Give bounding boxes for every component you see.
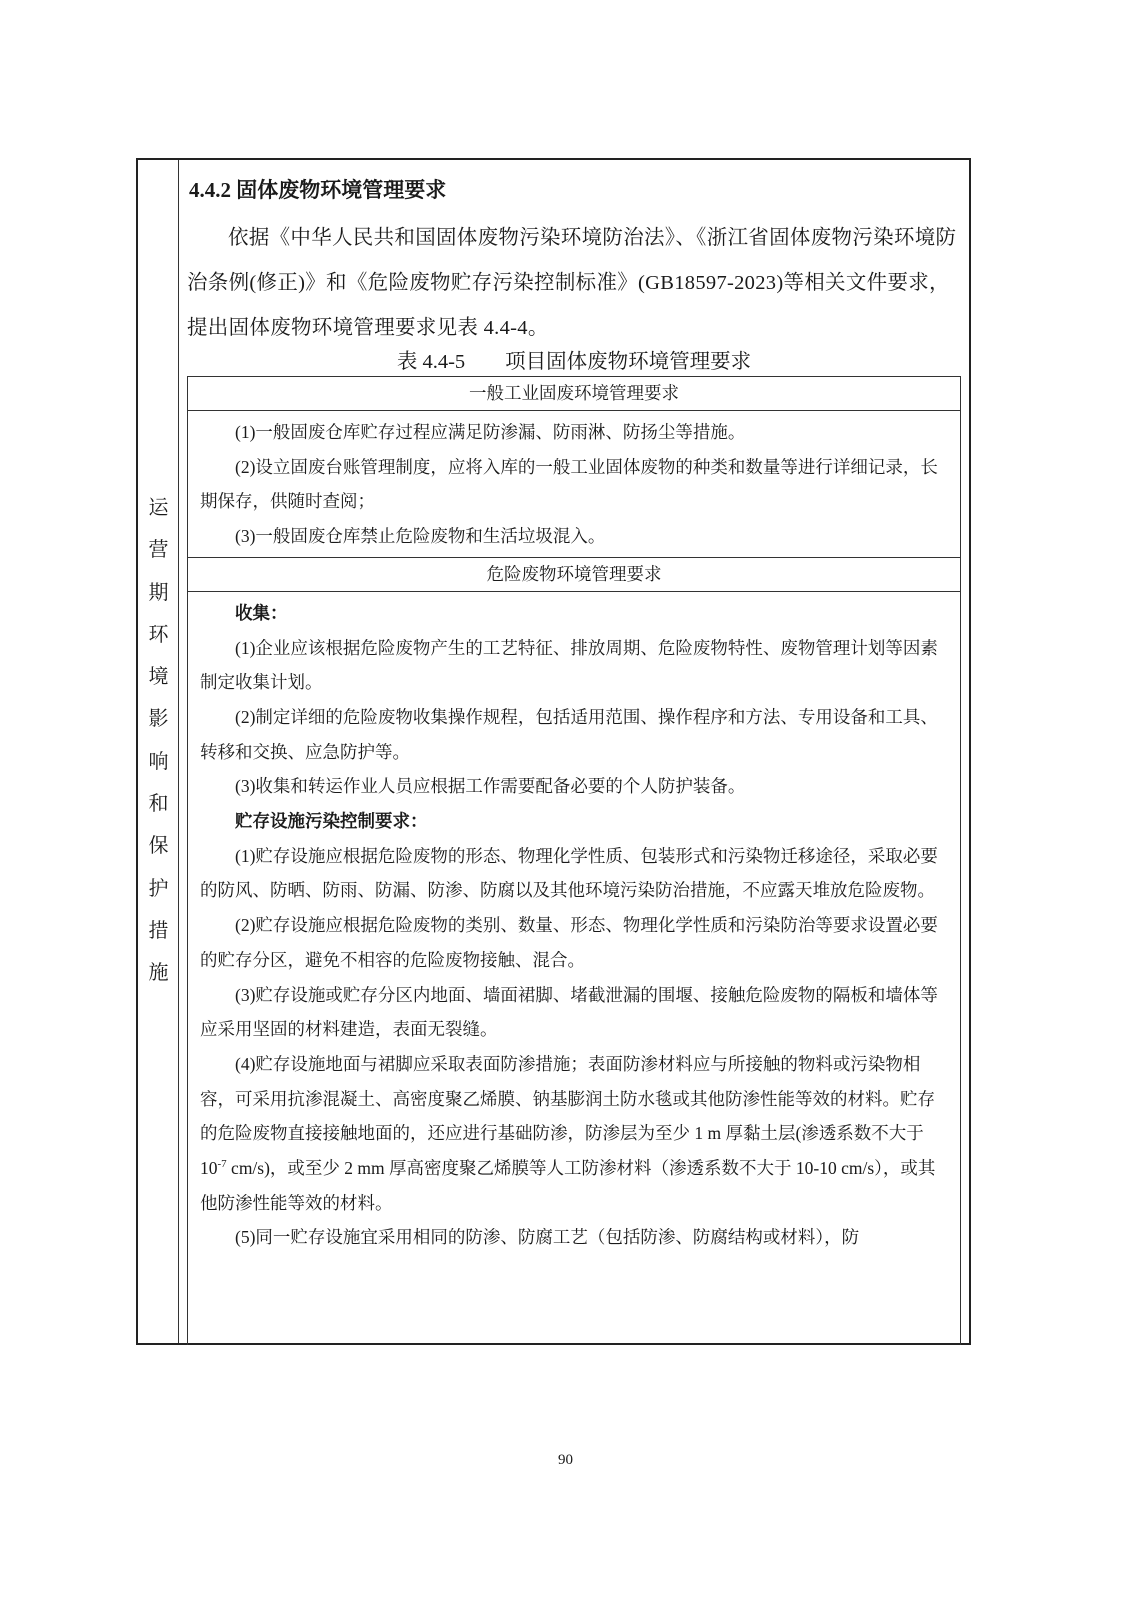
table-caption — [179, 344, 969, 374]
intro-paragraph: 依据《中华人民共和国固体废物污染环境防治法》、《浙江省固体废物污染环境防治条例(修正)》和《危险废物贮存污染控制标准》(GB18597-2023)等相关文件要求，提出固体废物环境管理要求见表 4.4-4。 — [187, 227, 957, 339]
side-label-char: 护 — [148, 877, 169, 900]
caption-title: 项目固体废物环境管理要求 — [505, 351, 752, 373]
side-label-char: 施 — [148, 962, 169, 985]
collection-item: (3)收集和转运作业人员应根据工作需要配备必要的个人防护装备。 — [235, 776, 746, 797]
storage-item-4 — [200, 1047, 948, 1221]
general-item: (3)一般固废仓库禁止危险废物和生活垃圾混入。 — [235, 526, 606, 547]
side-label — [138, 487, 179, 995]
storage-item: (1)贮存设施应根据危险废物的形态、物理化学性质、包装形式和污染物迁移途径，采取必要的防风、防晒、防雨、防漏、防渗、防腐以及其他环境污染防治措施，不应露天堆放危险废物。 — [200, 845, 938, 901]
collection-title: 收集： — [235, 602, 288, 623]
side-label-column — [138, 160, 179, 1343]
general-waste-body — [188, 411, 960, 554]
storage-item: (3)贮存设施或贮存分区内地面、墙面裙脚、堵截泄漏的围堰、接触危险废物的隔板和墙体等应采用坚固的材料建造，表面无裂缝。 — [200, 984, 938, 1040]
general-item: (2)设立固废台账管理制度，应将入库的一般工业固体废物的种类和数量等进行详细记录，长期保存，供随时查阅； — [200, 456, 938, 512]
page-number: 90 — [558, 1452, 573, 1468]
storage-item-4-part-b: cm/s)，或至少 2 mm 厚高密度聚乙烯膜等人工防渗材料（渗透系数不大于 10-10 cm/s），或其他防渗性能等效的材料。 — [200, 1158, 936, 1213]
side-label-char: 境 — [148, 666, 169, 689]
side-label-char: 和 — [148, 793, 169, 816]
storage-item-5: (5)同一贮存设施宜采用相同的防渗、防腐工艺（包括防渗、防腐结构或材料），防 — [235, 1227, 860, 1248]
side-label-char: 环 — [148, 623, 169, 646]
content-column — [179, 160, 969, 1343]
caption-number: 表 4.4-5 — [396, 351, 466, 373]
outer-table — [136, 158, 971, 1345]
hazardous-waste-body — [188, 592, 960, 1255]
side-label-char: 期 — [148, 581, 169, 604]
requirements-table — [187, 376, 961, 1345]
side-label-char: 影 — [148, 708, 169, 731]
general-waste-header: 一般工业固废环境管理要求 — [188, 377, 960, 411]
section-title: 4.4.2 固体废物环境管理要求 — [189, 178, 447, 202]
storage-item-4-part-a: (4)贮存设施地面与裙脚应采取表面防渗措施；表面防渗材料应与所接触的物料或污染物相容，可采用抗渗混凝土、高密度聚乙烯膜、钠基膨润土防水毯或其他防渗性能等效的材料。贮存的危险废物直接接触地面的，还应进行基础防渗，防渗层为至少 1 m 厚黏土层(渗透系数不大于 10 — [200, 1053, 935, 1179]
exponent: -7 — [217, 1158, 227, 1171]
collection-item: (2)制定详细的危险废物收集操作规程，包括适用范围、操作程序和方法、专用设备和工具、转移和交换、应急防护等。 — [200, 706, 938, 762]
general-item: (1)一般固废仓库贮存过程应满足防渗漏、防雨淋、防扬尘等措施。 — [235, 422, 746, 442]
side-label-char: 保 — [148, 835, 169, 858]
hazardous-waste-header: 危险废物环境管理要求 — [188, 557, 960, 592]
side-label-char: 措 — [148, 919, 169, 942]
storage-item: (2)贮存设施应根据危险废物的类别、数量、形态、物理化学性质和污染防治等要求设置必要的贮存分区，避免不相容的危险废物接触、混合。 — [200, 915, 938, 970]
side-label-char: 营 — [148, 539, 169, 562]
side-label-char: 运 — [148, 497, 169, 519]
storage-title: 贮存设施污染控制要求： — [235, 811, 428, 832]
collection-item: (1)企业应该根据危险废物产生的工艺特征、排放周期、危险废物特性、废物管理计划等因素制定收集计划。 — [200, 637, 938, 693]
side-label-char: 响 — [148, 750, 169, 773]
